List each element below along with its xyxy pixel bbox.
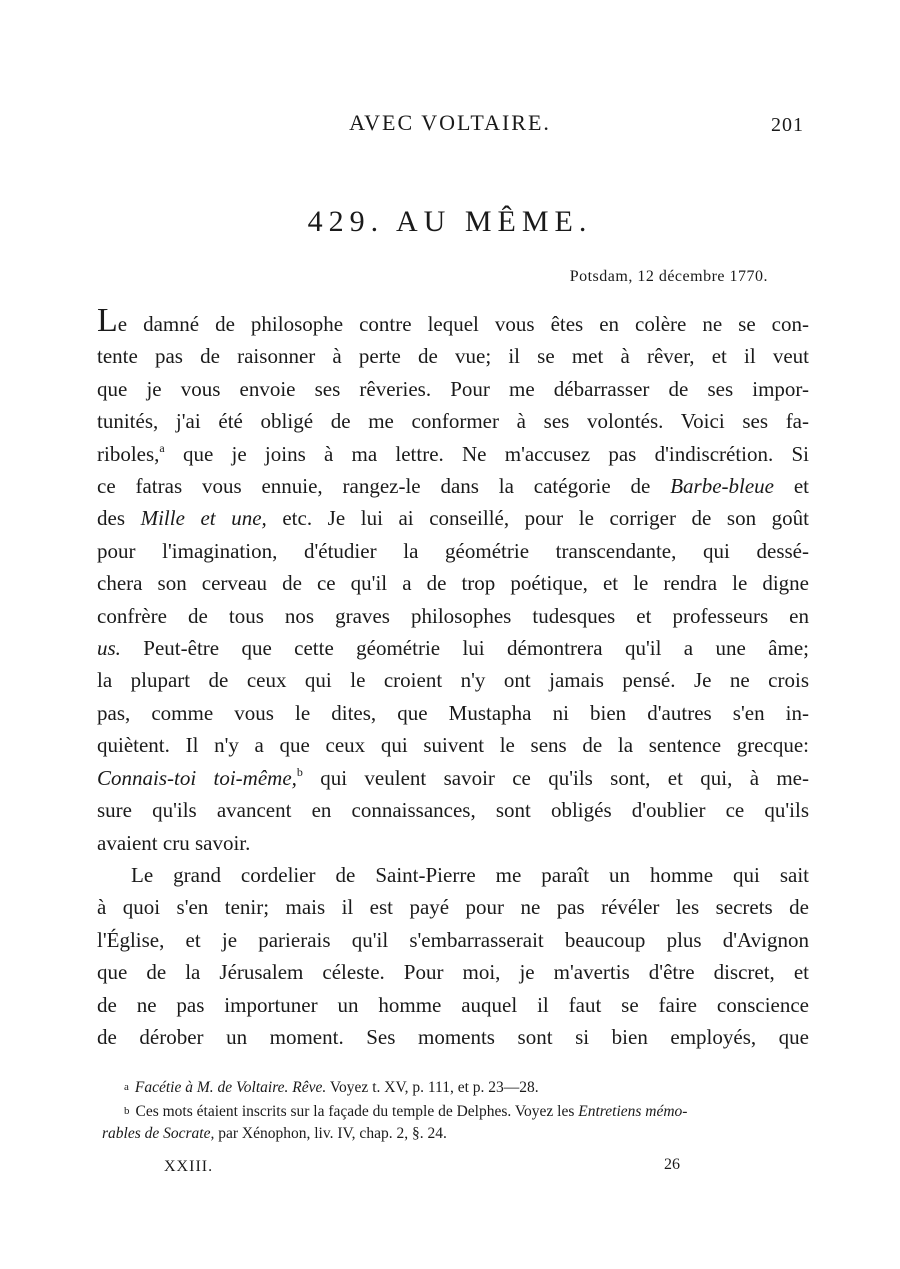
text-line: riboles,$^a$ que je joins à ma lettre. Ne m'accusez pas d'indiscrétion. Si — [97, 440, 809, 466]
footnote-mark: a — [124, 1081, 129, 1093]
running-head — [0, 110, 900, 140]
footnote-b: b Ces mots étaient inscrits sur la façade du temple de Delphes. Voyez les Entretiens mémo- rables de Socrate, par Xénophon, liv. IV, chap. 2, §. 24. — [102, 1102, 688, 1142]
footnote-ref-b[interactable]: b — [296, 764, 303, 779]
text-line: à quoi s'en tenir; mais il est payé pour ne pas révéler les secrets de — [97, 895, 809, 920]
text-line: chera son cerveau de ce qu'il a de trop poétique, et le rendra le digne — [97, 571, 809, 596]
text-line: sure qu'ils avancent en connaissances, sont obligés d'oublier ce qu'ils — [97, 798, 809, 823]
footnote-ref-a[interactable]: a — [159, 440, 165, 455]
text-line: confrère de tous nos graves philosophes tudesques et professeurs en — [97, 603, 809, 628]
letter-title: 429. AU MÊME. — [307, 205, 593, 238]
paragraph-2 — [97, 859, 809, 1053]
text-line: Le damné de philosophe contre lequel vous êtes en colère ne se con- — [97, 302, 809, 339]
text-line: pas, comme vous le dites, que Mustapha ni bien d'autres s'en in- — [97, 700, 809, 725]
page-number: 201 — [771, 114, 804, 136]
volume-signature: XXIII. — [164, 1158, 214, 1175]
italic-quote: Connais-toi toi-même, — [97, 765, 297, 790]
text-line: Le grand cordelier de Saint-Pierre me paraît un homme qui sait — [131, 862, 809, 887]
italic-word: us. — [97, 636, 121, 661]
text-line: que de la Jérusalem céleste. Pour moi, je m'avertis d'être discret, et — [97, 960, 809, 985]
text-line: tunités, j'ai été obligé de me conformer à ses volontés. Voici ses fa- — [97, 409, 809, 434]
text-line: de ne pas importuner un homme auquel il faut se faire conscience — [97, 992, 809, 1017]
sheet-number: 26 — [664, 1156, 680, 1173]
footnotes — [102, 1076, 814, 1146]
italic-title: Mille et une, — [140, 506, 267, 531]
drop-cap: L — [97, 302, 118, 339]
text-line: de dérober un moment. Ses moments sont si bien employés, que — [97, 1024, 809, 1049]
text-line: des Mille et une, etc. Je lui ai conseillé, pour le corriger de son goût — [97, 506, 809, 531]
text-line: avaient cru savoir. — [97, 830, 251, 855]
dateline: Potsdam, 12 décembre 1770. — [569, 268, 768, 285]
footnote-title: rables de Socrate, — [102, 1125, 215, 1142]
text-line: la plupart de ceux qui le croient n'y ont jamais pensé. Je ne crois — [97, 668, 809, 693]
text-line: ce fatras vous ennuie, rangez-le dans la catégorie de Barbe-bleue et — [97, 474, 809, 499]
footnote-title: Facétie à M. de Voltaire. Rêve. — [134, 1079, 327, 1096]
text-line: tente pas de raisonner à perte de vue; il se met à rêver, et il veut — [97, 344, 809, 369]
paragraph-1 — [97, 302, 809, 859]
running-title: AVEC VOLTAIRE. — [349, 110, 551, 135]
letter-body — [97, 302, 809, 1053]
text-line: pour l'imagination, d'étudier la géométrie transcendante, qui dessé- — [97, 538, 809, 563]
text-line: quiètent. Il n'y a que ceux qui suivent le sens de la sentence grecque: — [97, 733, 809, 758]
italic-title: Barbe-bleue — [670, 474, 774, 499]
footnote-mark: b — [124, 1104, 130, 1117]
footnote-a: a Facétie à M. de Voltaire. Rêve. Voyez t. XV, p. 111, et p. 23—28. — [124, 1079, 539, 1096]
text-line: l'Église, et je parierais qu'il s'embarrasserait beaucoup plus d'Avignon — [97, 927, 809, 952]
text-line: Connais-toi toi-même,$^b$ qui veulent savoir ce qu'ils sont, et qui, à me- — [97, 764, 809, 790]
text-line: us. Peut-être que cette géométrie lui démontrera qu'il a une âme; — [97, 636, 809, 661]
text-line: que je vous envoie ses rêveries. Pour me débarrasser de ses impor- — [97, 376, 809, 401]
